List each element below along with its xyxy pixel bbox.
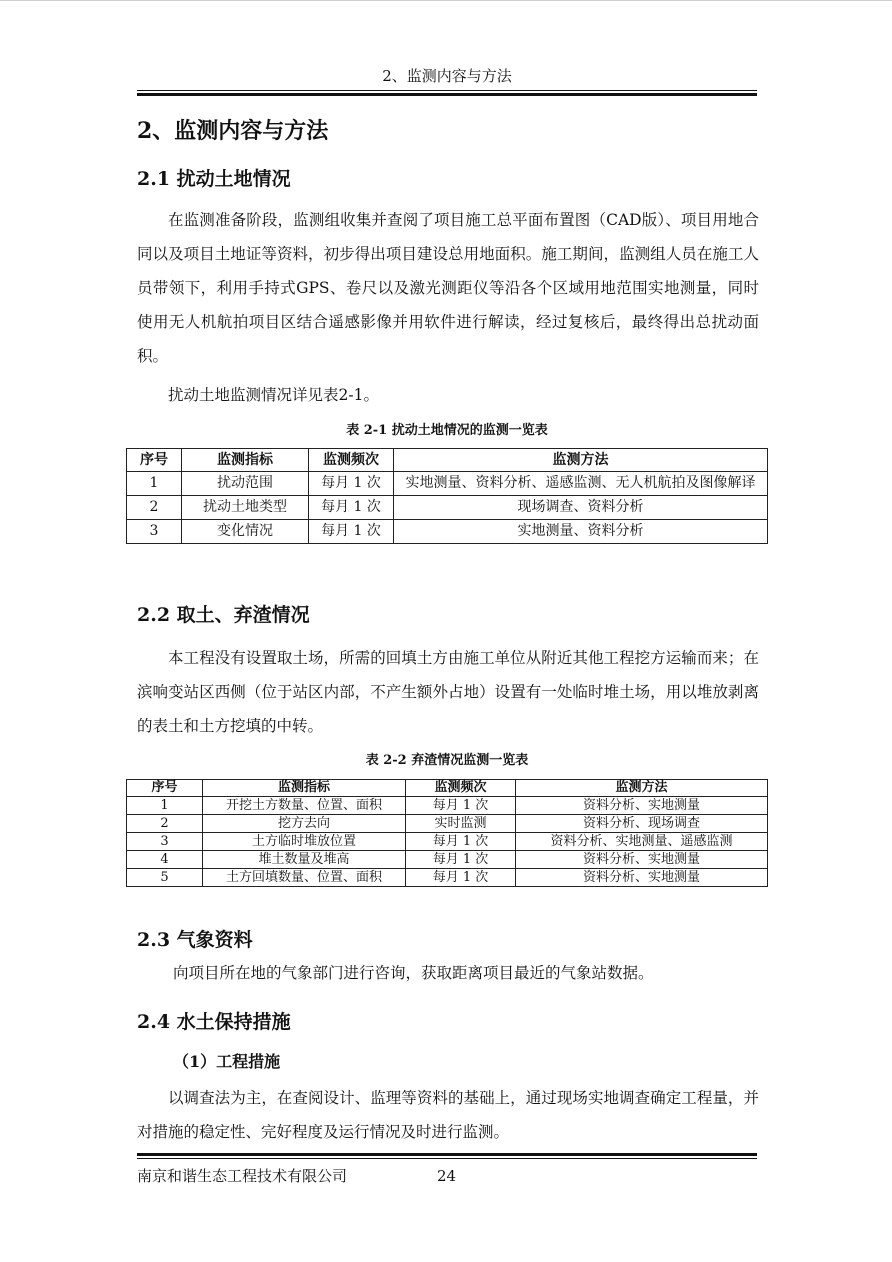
table-row (127, 815, 768, 833)
section-2-3-title: 2.3 气象资料 (137, 929, 253, 951)
table-2-2-caption: 表 2-2 弃渣情况监测一览表 (365, 753, 529, 768)
footer-rule-thick (137, 1153, 757, 1156)
section-2-2-paragraph: 本工程没有设置取土场，所需的回填土方由施工单位从附近其他工程挖方运输而来；在滨响变站区西侧（位于站区内部，不产生额外占地）设置有一处临时堆土场，用以堆放剥离的表土和土方挖填的中转。 (137, 649, 759, 735)
table-cell: 资料分析、现场调查 (516, 815, 768, 833)
column-header: 序号 (127, 780, 203, 797)
table-2-1 (126, 448, 768, 544)
table-cell: 每月 1 次 (309, 472, 394, 496)
table-cell: 每月 1 次 (309, 496, 394, 520)
column-header: 监测方法 (394, 449, 768, 472)
chapter-title: 2、监测内容与方法 (137, 118, 329, 144)
section-2-1-reference: 扰动土地监测情况详见表2-1。 (168, 386, 379, 404)
table-row (127, 520, 768, 544)
table-header-row (127, 780, 768, 797)
table-cell: 土方临时堆放位置 (203, 833, 406, 851)
table-cell: 资料分析、实地测量、遥感监测 (516, 833, 768, 851)
table-cell: 2 (127, 815, 203, 833)
table-cell: 每月 1 次 (406, 833, 516, 851)
table-row (127, 833, 768, 851)
section-2-1-paragraph: 在监测准备阶段，监测组收集并查阅了项目施工总平面布置图（CAD版）、项目用地合同以及项目土地证等资料，初步得出项目建设总用地面积。施工期间，监测组人员在施工人员带领下，利用手持式GPS、卷尺以及激光测距仪等沿各个区域用地范围实地测量，同时使用无人机航拍项目区结合遥感影像并用软件进行解读，经过复核后，最终得出总扰动面积。 (137, 211, 759, 365)
table-cell: 4 (127, 851, 203, 869)
column-header: 监测频次 (309, 449, 394, 472)
column-header: 序号 (127, 449, 182, 472)
table-cell: 每月 1 次 (406, 797, 516, 815)
footer-company-name: 南京和谐生态工程技术有限公司 (137, 1167, 348, 1185)
table-cell: 3 (127, 520, 182, 544)
table-cell: 3 (127, 833, 203, 851)
table-cell: 扰动土地类型 (182, 496, 309, 520)
table-cell: 每月 1 次 (406, 869, 516, 887)
footer-rule-thin (137, 1158, 757, 1159)
table-cell: 资料分析、实地测量 (516, 797, 768, 815)
page-top-border (0, 0, 892, 1)
table-header-row (127, 449, 768, 472)
table-row (127, 472, 768, 496)
column-header: 监测方法 (516, 780, 768, 797)
section-2-1-title: 2.1 扰动土地情况 (137, 168, 291, 190)
table-cell: 2 (127, 496, 182, 520)
table-cell: 1 (127, 797, 203, 815)
header-rule-thin (137, 90, 757, 91)
table-cell: 挖方去向 (203, 815, 406, 833)
table-cell: 变化情况 (182, 520, 309, 544)
header-rule-thick (137, 93, 757, 96)
table-cell: 每月 1 次 (406, 851, 516, 869)
table-row (127, 869, 768, 887)
column-header: 监测指标 (182, 449, 309, 472)
table-cell: 5 (127, 869, 203, 887)
table-cell: 每月 1 次 (309, 520, 394, 544)
section-2-3-paragraph: 向项目所在地的气象部门进行咨询，获取距离项目最近的气象站数据。 (173, 964, 654, 982)
table-2-2 (126, 779, 768, 887)
table-2-1-caption: 表 2-1 扰动土地情况的监测一览表 (346, 423, 548, 438)
table-cell: 堆土数量及堆高 (203, 851, 406, 869)
section-2-2-title: 2.2 取土、弃渣情况 (137, 604, 310, 626)
page-number: 24 (437, 1167, 457, 1185)
table-cell: 实时监测 (406, 815, 516, 833)
table-row (127, 496, 768, 520)
table-cell: 现场调查、资料分析 (394, 496, 768, 520)
table-cell: 土方回填数量、位置、面积 (203, 869, 406, 887)
table-cell: 扰动范围 (182, 472, 309, 496)
table-row (127, 851, 768, 869)
table-cell: 1 (127, 472, 182, 496)
table-cell: 实地测量、资料分析、遥感监测、无人机航拍及图像解译 (394, 472, 768, 496)
table-cell: 开挖土方数量、位置、面积 (203, 797, 406, 815)
table-row (127, 797, 768, 815)
column-header: 监测指标 (203, 780, 406, 797)
column-header: 监测频次 (406, 780, 516, 797)
running-header: 2、监测内容与方法 (382, 67, 512, 85)
table-cell: 实地测量、资料分析 (394, 520, 768, 544)
table-cell: 资料分析、实地测量 (516, 869, 768, 887)
section-2-4-paragraph: 以调查法为主，在查阅设计、监理等资料的基础上，通过现场实地调查确定工程量，并对措施的稳定性、完好程度及运行情况及时进行监测。 (137, 1089, 759, 1141)
subsection-engineering-measures-title: （1）工程措施 (173, 1052, 281, 1071)
table-cell: 资料分析、实地测量 (516, 851, 768, 869)
section-2-4-title: 2.4 水土保持措施 (137, 1011, 291, 1033)
